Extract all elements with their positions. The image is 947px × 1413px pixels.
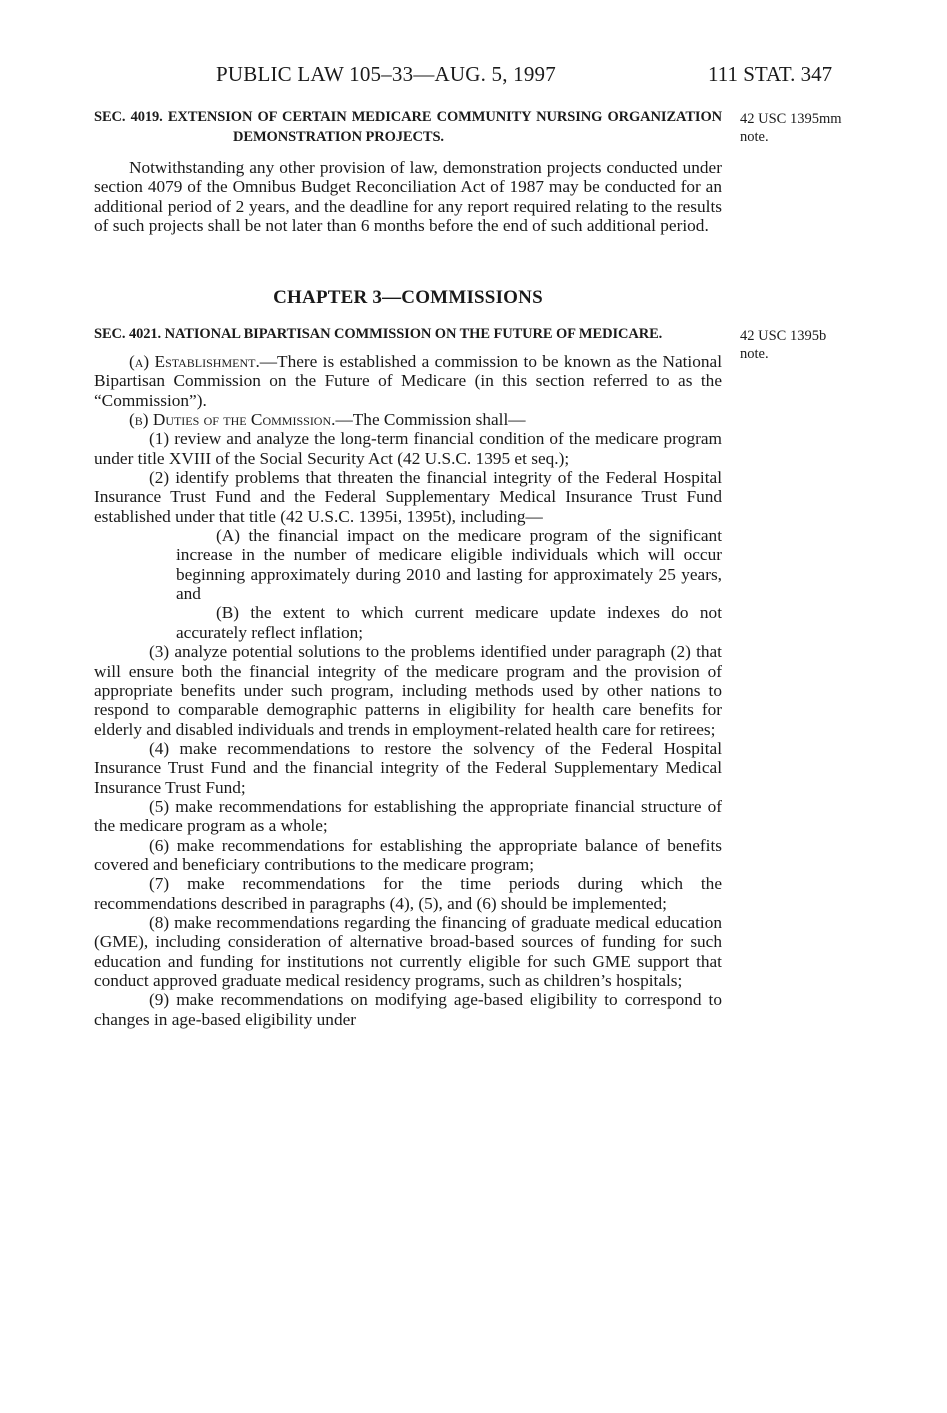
subsection-a-label: (a) Establishment. xyxy=(129,352,260,371)
section-4019 xyxy=(94,107,722,235)
paragraph-2-B: (B) the extent to which current medicare update indexes do not accurately reflect inflation; xyxy=(176,603,722,642)
subsection-a-text: —There is established a commission to be known as the National Bipartisan Commission on the Future of Medicare (in this section referred to as the “Commission”). xyxy=(94,352,722,410)
chapter-title: CHAPTER 3—COMMISSIONS xyxy=(273,287,543,308)
paragraph-4: (4) make recommendations to restore the solvency of the Federal Hospital Insurance Trust Fund and the financial integrity of the Federal Supplementary Medical Insurance Trust Fund; xyxy=(94,738,722,797)
paragraph-2: (2) identify problems that threaten the financial integrity of the Federal Hospital Insurance Trust Fund and the Federal Supplementary Medical Insurance Trust Fund established under that title (42 U.S.C. 1395i, 1395t), including— xyxy=(94,468,722,526)
subsection-b xyxy=(94,410,722,429)
paragraph-6: (6) make recommendations for establishing the appropriate balance of benefits covered and beneficiary contributions to the medicare program; xyxy=(94,835,722,874)
section-4019-body: Notwithstanding any other provision of law, demonstration projects conducted under section 4079 of the Omnibus Budget Reconciliation Act of 1987 may be conducted for an additional period of 2 years, and the deadline for any report required relating to the results of such projects shall be not later than 6 months before the end of such additional period. xyxy=(94,158,722,236)
margin-note-4019-suffix: note. xyxy=(740,129,769,145)
margin-note-4021 xyxy=(740,327,826,363)
page-number: 111 STAT. 347 xyxy=(708,62,833,86)
margin-note-4021-cite: 42 USC 1395b xyxy=(740,328,827,344)
paragraph-9: (9) make recommendations on modifying age-based eligibility to correspond to changes in age-based eligibility under xyxy=(94,990,722,1029)
margin-note-4019 xyxy=(740,110,842,146)
section-4021-heading: SEC. 4021. NATIONAL BIPARTISAN COMMISSION ON THE FUTURE OF MEDICARE. xyxy=(94,326,663,342)
margin-note-4021-suffix: note. xyxy=(740,346,769,362)
paragraph-8: (8) make recommendations regarding the financing of graduate medical education (GME), including consideration of alternative broad-based sources of funding for such education and funding for institutions not currently eligible for such GME support that conduct approved graduate medical residency programs, such as children’s hospitals; xyxy=(94,912,722,990)
paragraph-3: (3) analyze potential solutions to the problems identified under paragraph (2) that will ensure both the financial integrity of the medicare program and the provision of appropriate benefits under such program, including methods used by other nations to respond to comparable demographic patterns in eligibility for health care benefits for elderly and disabled individuals and trends in employment-related health care for retirees; xyxy=(94,642,722,739)
section-4019-heading: SEC. 4019. EXTENSION OF CERTAIN MEDICARE COMMUNITY NURSING ORGANIZATION DEMONSTRATION PROJECTS. xyxy=(94,109,722,145)
subsection-b-text: —The Commission shall— xyxy=(335,410,526,430)
paragraph-1: (1) review and analyze the long-term financial condition of the medicare program under title XVIII of the Social Security Act (42 U.S.C. 1395 et seq.); xyxy=(94,429,722,468)
paragraph-2-A: (A) the financial impact on the medicare program of the significant increase in the number of medicare eligible individuals which will occur beginning approximately during 2010 and lasting for approximately 25 years, and xyxy=(176,526,722,604)
subsection-b-label: (b) Duties of the Commission. xyxy=(129,410,336,430)
paragraph-5: (5) make recommendations for establishing the appropriate financial structure of the medicare program as a whole; xyxy=(94,796,722,836)
subsection-a xyxy=(94,352,722,410)
section-4021 xyxy=(94,324,722,1029)
paragraph-7: (7) make recommendations for the time periods during which the recommendations described in paragraphs (4), (5), and (6) should be implemented; xyxy=(94,874,722,913)
running-header-title: PUBLIC LAW 105–33—AUG. 5, 1997 xyxy=(216,62,556,86)
margin-note-4019-cite: 42 USC 1395mm xyxy=(740,111,842,127)
